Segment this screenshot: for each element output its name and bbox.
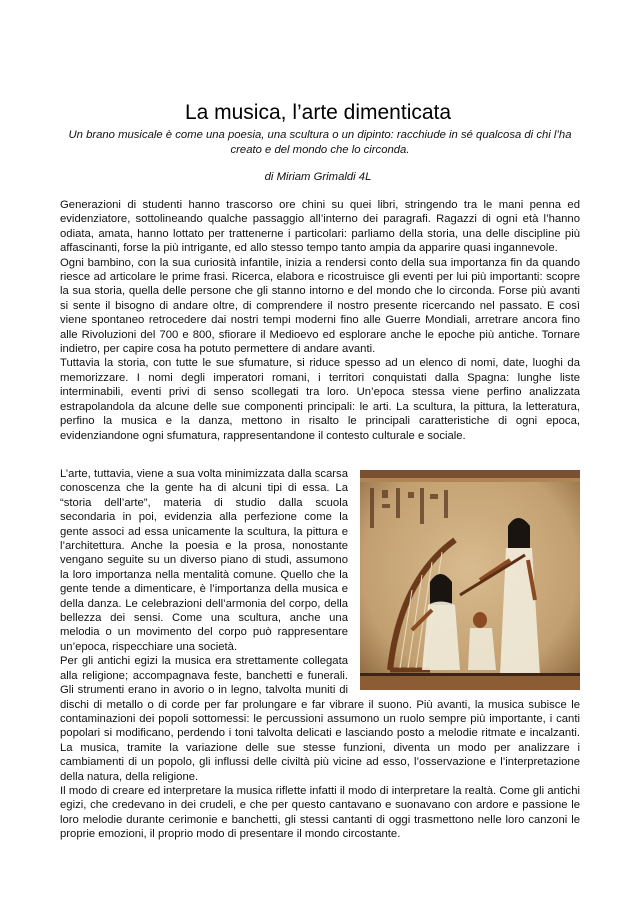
- article-subtitle: Un brano musicale è come una poesia, una scultura o un dipinto: racchiude in sé qualcosa di chi l’ha creato e del mondo che lo circonda.: [68, 129, 572, 156]
- paragraph: Ogni bambino, con la sua curiosità infantile, inizia a rendersi conto della sua importanza fin da quando riesce ad articolare le prime frasi. Ricerca, elabora e ricostruisce gli eventi per lui più importanti: scopre la sua storia, quella delle persone che gli stanno intorno e del mondo che lo circonda. Forse più avanti si sente il bisogno di andare oltre, di comprendere il nostro presente ricercando nel passato. E così viene spontaneo retrocedere dai nostri tempi moderni fino alle Guerre Mondiali, arretrare ancora fino alle Rivoluzioni del 700 e 800, sfiorare il Medioevo ed esplorare anche le epoche più antiche. Tornare indietro, per capire cosa ha potuto permettere di andare avanti.: [60, 256, 580, 356]
- paragraph: Generazioni di studenti hanno trascorso ore chini su quei libri, stringendo tra le mani penna ed evidenziatore, sottolineando qualche passaggio all’interno dei paragrafi. Ragazzi di ogni età l’hanno odiata, amata, hanno lottato per trattenerne i particolari: parliamo della storia, una delle discipline più affascinanti, forse la più intrigante, ed allo stesso tempo tanto ampia da apparire quasi ingannevole.: [60, 199, 580, 255]
- paragraph: Il modo di creare ed interpretare la musica riflette infatti il modo di interpretare la realtà. Come gli antichi egizi, che credevano in dei crudeli, e che per questo cantavano e suonavano con ardore e passione le loro melodie durante cerimonie e banchetti, gli stessi cantanti di oggi trasmettono nelle loro canzoni le proprie emozioni, il proprio modo di presentare il mondo circostante.: [60, 784, 580, 841]
- paragraph: Tuttavia la storia, con tutte le sue sfumature, si riduce spesso ad un elenco di nomi, date, luoghi da memorizzare. I nomi degli imperatori romani, i territori conquistati dalla Spagna: lunghe liste interminabili, eventi privi di senso scollegati tra loro. Un’epoca stessa viene perfino analizzata estrapolandola da alcune delle sue componenti principali: le arti. La scultura, la pittura, la letteratura, perfino la musica e la danza, mettono in risalto le principali caratteristiche di ogni epoca, evidenziandone ogni sfumatura, rappresentandone il contesto culturale e sociale.: [60, 357, 580, 442]
- egyptian-musicians-fresco-image: [360, 470, 580, 690]
- paragraph: L’arte, tuttavia, viene a sua volta minimizzata dalla scarsa conoscenza che la gente ha di alcuni tipi di essa. La “storia dell’arte”, materia di studio dalla scuola secondaria in poi, evidenzia alla perfezione come la gente associ ad essa unicamente la scultura, la pittura e l’architettura. Anche la poesia e la prosa, nonostante vengano seguite su un diverso piano di studi, assumono la loro importanza nella mentalità comune. Quello che la gente tende a dimenticare, è l’importanza della musica e della danza. Le celebrazioni dell’armonia del corpo, della bellezza dei sensi. Come una scultura, anche una melodia o un movimento del corpo può rappresentare un’epoca, rispecchiare una società.: [60, 468, 348, 653]
- article-title: La musica, l’arte dimenticata: [184, 101, 452, 124]
- paragraph: Per gli antichi egizi la musica era strettamente collegata alla religione; accompagnava feste, banchetti e funerali. Gli strumenti erano in avorio o in legno, talvolta muniti di dischi di metallo o di corde per far prolungare e far vibrare il suono. Più avanti, la musica subisce le contaminazioni dei popoli sottomessi: le percussioni assumono un ruolo sempre più importante, i canti popolari si modificano, perdendo i toni talvolta delicati e lasciando posto a melodie ritmate e incalzanti. La musica, tramite la variazione delle sue stesse funzioni, diventa un modo per analizzare i cambiamenti di un popolo, gli influssi delle civiltà più vicine ad esso, l’osservazione e l’interpretazione della natura, della religione.: [60, 655, 580, 783]
- article-body-top: [60, 198, 580, 443]
- fresco-illustration: [360, 470, 580, 690]
- article-body-lower: [60, 467, 580, 842]
- article-byline: di Miriam Grimaldi 4L: [264, 171, 372, 183]
